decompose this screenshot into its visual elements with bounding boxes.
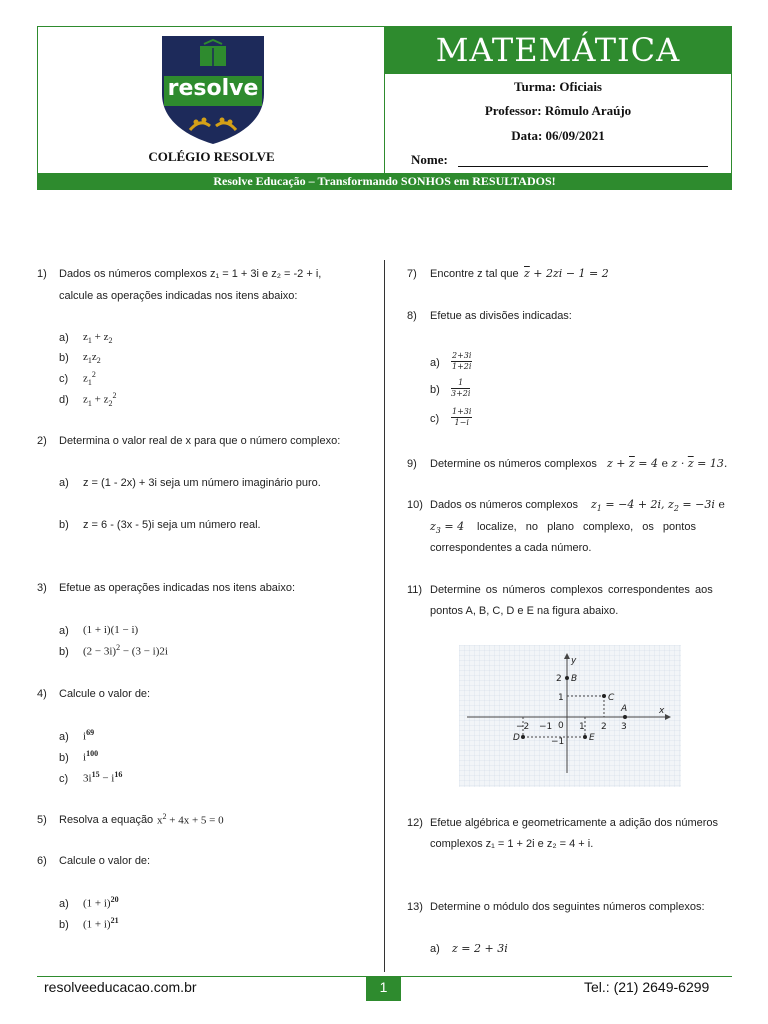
item-label: a): [59, 625, 69, 637]
point-label-c: C: [608, 693, 615, 703]
question-text: pontos A, B, C, D e E na figura abaixo.: [430, 605, 619, 617]
question-number: 1): [37, 268, 47, 280]
date-label: Data: 06/09/2021: [511, 128, 605, 143]
point-label-d: D: [513, 733, 520, 743]
footer-phone: Tel.: (21) 2649-6299: [584, 979, 710, 995]
question-number: 13): [407, 901, 423, 913]
item-expression: $z_1 + z_2$: [83, 331, 113, 346]
item-label: b): [59, 352, 69, 364]
complex-plane-figure: [459, 645, 681, 787]
question-number: 5): [37, 814, 47, 826]
question-text: Dados os números complexos z₁ = 1 + 3i e z₂ = -2 + i,: [59, 268, 322, 280]
equation: $z_1 = -4 + 2i$, $z_2 = -3i$ e: [591, 498, 725, 514]
question-text: Efetue as operações indicadas nos itens abaixo:: [59, 582, 296, 594]
column-divider: [384, 260, 385, 972]
item-label: b): [59, 519, 69, 531]
question-number: 8): [407, 310, 417, 322]
question-number: 6): [37, 855, 47, 867]
item-label: a): [59, 731, 69, 743]
equation: $z_3 = 4$: [430, 520, 465, 536]
tick-label-x: 3: [621, 722, 627, 732]
question-text: localize, no plano complexo, os pontos: [477, 521, 696, 533]
question-text: Determine os números complexos: [430, 458, 597, 470]
tick-label-x: −1: [539, 722, 553, 732]
item-expression: $z_1 + z_2^2$: [83, 391, 117, 408]
item-label: a): [59, 477, 69, 489]
equation: $z + \overline{z} = 4$ e $z \cdot \overline{z} = 13$.: [607, 457, 728, 470]
point-d: [521, 735, 525, 739]
question-text: Calcule o valor de:: [59, 855, 151, 867]
item-text: z = 6 - (3x - 5)i seja um número real.: [83, 519, 261, 531]
tick-label-x: 0: [558, 721, 564, 731]
logo-cell: [38, 27, 385, 173]
fraction: $\frac{1+3i}{1-i}$: [452, 407, 472, 427]
item-label: a): [59, 332, 69, 344]
question-number: 11): [407, 584, 423, 596]
axis-label-y: y: [571, 656, 577, 666]
item-label: c): [59, 373, 69, 385]
question-text: correspondentes a cada número.: [430, 542, 592, 554]
item-expression: $3i^{15} - i^{16}$: [83, 770, 123, 785]
item-label: b): [430, 384, 440, 396]
question-text: Efetue as divisões indicadas:: [430, 310, 572, 322]
question-text: complexos z₁ = 1 + 2i e z₂ = 4 + i.: [430, 838, 594, 850]
item-expression: $(1 + i)^{21}$: [83, 916, 119, 931]
logo-text: resolve: [167, 76, 259, 101]
question-text: Calcule o valor de:: [59, 688, 151, 700]
tick-label-y: 1: [558, 693, 564, 703]
question-text: Encontre z tal que: [430, 268, 519, 280]
motto-bar: Resolve Educação – Transformando SONHOS em RESULTADOS!: [38, 173, 731, 189]
question-number: 3): [37, 582, 47, 594]
item-label: a): [430, 943, 440, 955]
fraction: $\frac{1}{3+2i}$: [451, 378, 471, 398]
question-text: Dados os números complexos: [430, 499, 578, 511]
subject-title: MATEMÁTICA: [385, 27, 731, 74]
footer-website[interactable]: resolveeducacao.com.br: [44, 979, 197, 995]
item-expression: (1 + i)(1 − i): [83, 624, 139, 636]
equation: $x^2 + 4x + 5 = 0$: [157, 812, 224, 827]
item-expression: $(2 - 3i)^2 - (3 - i)2i$: [83, 643, 168, 658]
item-label: a): [59, 898, 69, 910]
equation: $\overline{z} + 2zi - 1 = 2$: [524, 267, 609, 280]
header: [37, 26, 732, 190]
professor-label: Professor: Rômulo Araújo: [484, 103, 632, 118]
item-label: b): [59, 646, 69, 658]
question-text: Determine os números complexos correspondentes aos: [430, 584, 713, 596]
question-text: Resolva a equação: [59, 814, 154, 826]
point-e: [583, 735, 587, 739]
item-label: d): [59, 394, 69, 406]
question-number: 4): [37, 688, 47, 700]
axis-label-x: x: [659, 706, 665, 716]
question-text: calcule as operações indicadas nos itens abaixo:: [59, 290, 298, 302]
question-number: 12): [407, 817, 423, 829]
point-label-e: E: [589, 733, 595, 743]
fraction: $\frac{2+3i}{1+2i}$: [452, 351, 472, 371]
question-number: 2): [37, 435, 47, 447]
question-number: 10): [407, 499, 423, 511]
item-label: b): [59, 752, 69, 764]
item-expression: $z_1z_2$: [83, 351, 101, 366]
point-b: [565, 676, 569, 680]
item-label: c): [59, 773, 69, 785]
question-number: 7): [407, 268, 417, 280]
question-text: Determine o módulo dos seguintes números complexos:: [430, 901, 705, 913]
item-expression: $z_1^2$: [83, 370, 96, 387]
school-name: COLÉGIO RESOLVE: [148, 149, 275, 164]
item-expression: $i^{100}$: [83, 749, 99, 764]
item-text: z = (1 - 2x) + 3i seja um número imaginário puro.: [83, 477, 321, 489]
item-expression: z = 2 + 3i: [452, 942, 508, 955]
tick-label-x: 1: [579, 722, 585, 732]
question-text: Efetue algébrica e geometricamente a adição dos números: [430, 817, 719, 829]
class-label: Turma: Oficiais: [514, 79, 602, 94]
point-c: [602, 694, 606, 698]
point-label-a: A: [621, 704, 628, 714]
page-number: 1: [366, 976, 401, 1001]
item-expression: $i^{69}$: [83, 728, 95, 743]
item-label: a): [430, 357, 440, 369]
question-number: 9): [407, 458, 417, 470]
point-a: [623, 715, 627, 719]
tick-label-y: −1: [551, 737, 565, 747]
item-label: b): [59, 919, 69, 931]
item-label: c): [430, 413, 440, 425]
name-label: Nome:: [411, 152, 448, 167]
name-field[interactable]: [458, 166, 708, 167]
complex-plane-svg: [459, 645, 681, 787]
question-text: Determina o valor real de x para que o número complexo:: [59, 435, 341, 447]
tick-label-x: −2: [516, 722, 530, 732]
tick-label-x: 2: [601, 722, 607, 732]
point-label-b: B: [571, 674, 578, 684]
item-expression: $(1 + i)^{20}$: [83, 895, 119, 910]
tick-label-y: 2: [556, 674, 562, 684]
